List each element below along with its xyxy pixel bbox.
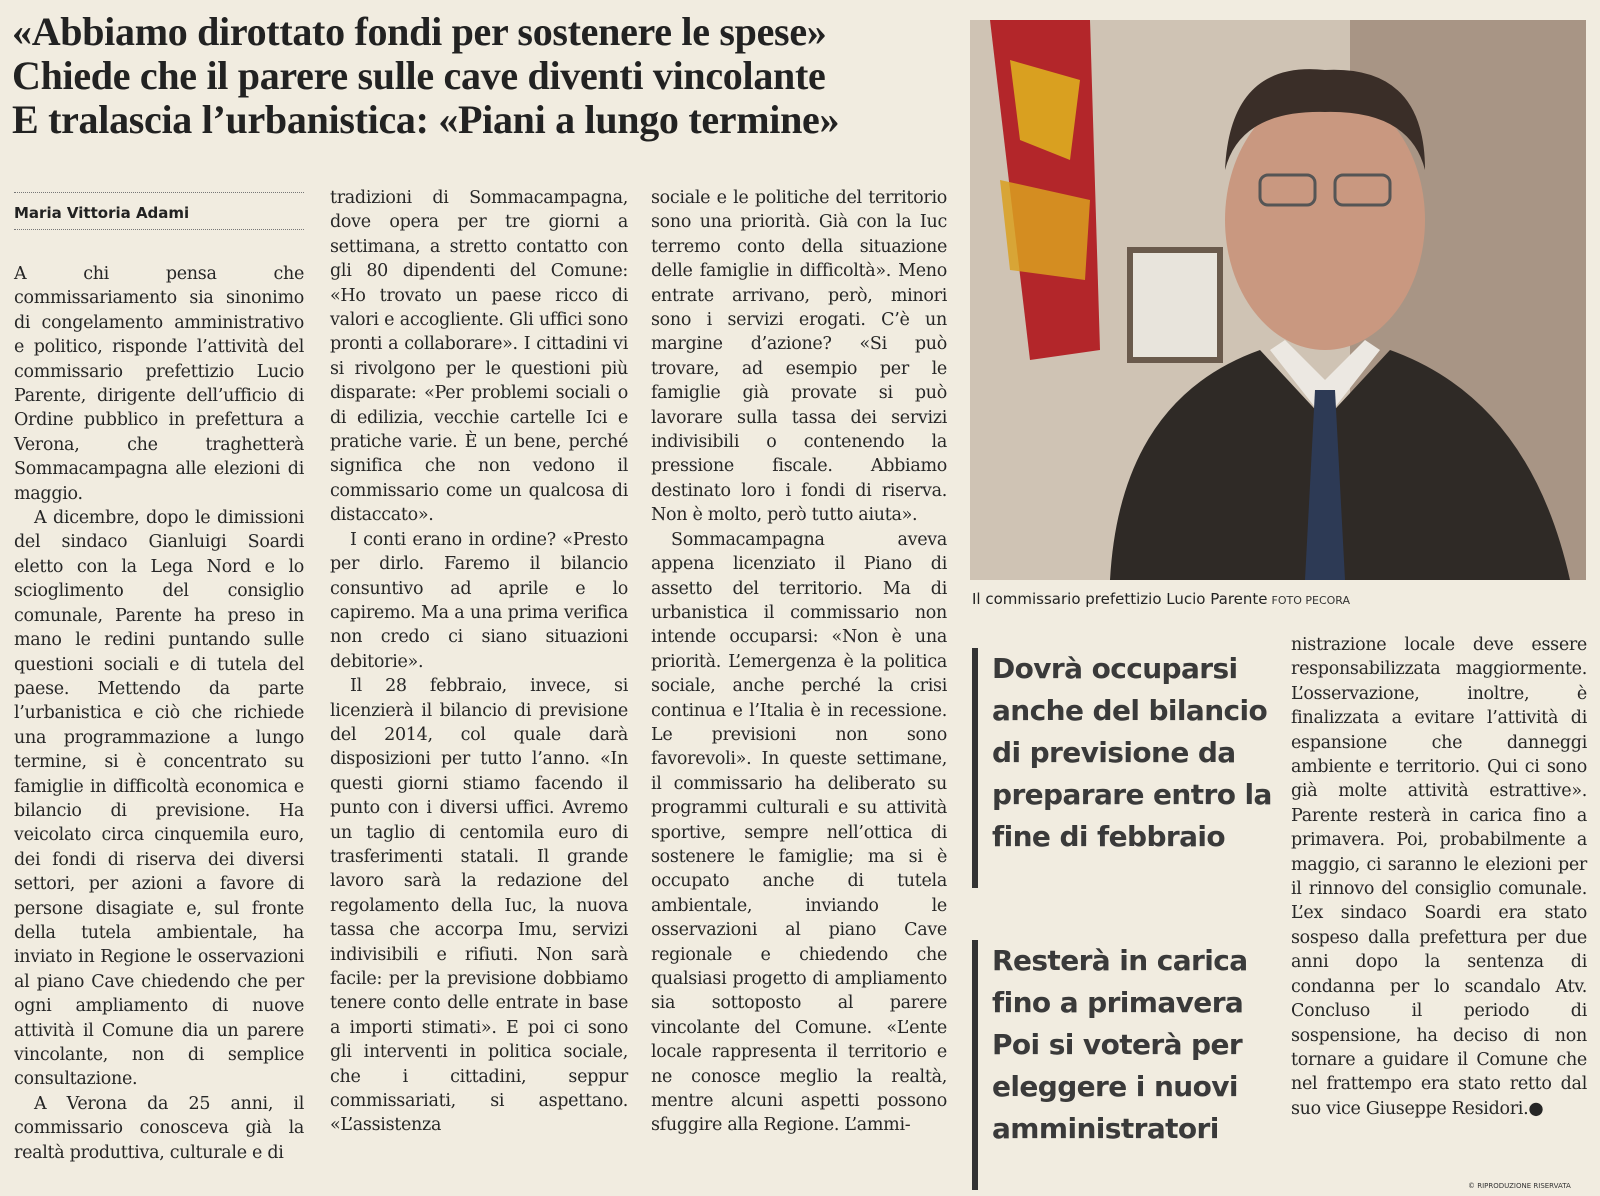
photo-caption-text: Il commissario prefettizio Lucio Parente [972, 590, 1268, 608]
article-column-4 [1291, 633, 1587, 1121]
paragraph: A dicembre, dopo le dimissioni del sindaco Gianluigi Soardi eletto con la Lega Nord e lo scioglimento del consiglio comunale, Parente ha preso in mano le redini puntando sulle questioni sociali e di tutela del paese. Mettendo da parte l’urbanistica e ciò che richiede una programmazione a lungo termine, si è concentrato su famiglie in difficoltà economica e bilancio di previsione. Ha veicolato circa cinquemila euro, dei fondi di riserva dei diversi settori, per azioni a favore di persone disagiate e, sul fronte della tutela ambientale, ha inviato in Regione le osservazioni al piano Cave chiedendo che per ogni ampliamento di nuove attività il Comune dia un parere vincolante, non di semplice consultazione. [14, 508, 304, 1090]
pull-quote-2: Resterà in carica fino a primavera Poi si voterà per eleggere i nuovi amministratori [972, 940, 1292, 1190]
paragraph: Sommacampagna aveva appena licenziato il Piano di assetto del territorio. Ma di urbanistica il commissario non intende occuparsi: «Non è una priorità. L’emergenza è la politica sociale, anche perché la crisi continua e l’Italia è in recessione. Le previsioni non sono favorevoli». In queste settimane, il commissario ha deliberato su programmi culturali e su attività sportive, sempre nell’ottica di sostenere le famiglie; ma si è occupato anche di tutela ambientale, inviando le osservazioni al piano Cave regionale e chiedendo che qualsiasi progetto di ampliamento sia sottoposto al parere vincolante del Comune. «L’ente locale rappresenta il territorio e ne conosce meglio la realtà, mentre alcuni aspetti possono sfuggire alla Regione. L’ammi- [651, 529, 947, 1136]
paragraph: A chi pensa che commissariamento sia sinonimo di congelamento amministrativo e politico, risponde l’attività del commissario prefettizio Lucio Parente, dirigente dell’ufficio di Ordine pubblico in prefettura a Verona, che traghetterà Sommacampagna alle elezioni di maggio. [14, 264, 304, 504]
paragraph: I conti erano in ordine? «Presto per dirlo. Faremo il bilancio consuntivo ad aprile e lo capiremo. Ma a una prima verifica non credo ci siano situazioni debitorie». [330, 529, 628, 672]
headline-block [12, 10, 952, 142]
article-column-1 [14, 262, 304, 1165]
article-column-2 [330, 186, 628, 1138]
portrait-photo [970, 20, 1586, 580]
paragraph: nistrazione locale deve essere responsabilizzata maggiormente. L’osservazione, inoltre, è finalizzata a evitare l’attività di espansione che danneggi ambiente e territorio. Qui ci sono già molte attività estrattive». Parente resterà in carica fino a primavera. Poi, probabilmente a maggio, ci saranno le elezioni per il rinnovo del consiglio comunale. L’ex sindaco Soardi era stato sospeso dalla prefettura per due anni dopo la sentenza di condanna per lo scandalo Atv. Concluso il periodo di sospensione, ha deciso di non tornare a guidare il Comune che nel frattempo era stato retto dal suo vice Giuseppe Residori.● [1291, 635, 1587, 1119]
headline-line-3: E tralascia l’urbanistica: «Piani a lungo termine» [12, 97, 840, 142]
portrait-illustration [970, 20, 1586, 580]
paragraph: Il 28 febbraio, invece, si licenzierà il bilancio di previsione del 2014, col quale darà disposizioni per tutto l’anno. «In questi giorni stiamo facendo il punto con i diversi uffici. Avremo un taglio di centomila euro di trasferimenti statali. Il grande lavoro sarà la redazione del regolamento della Iuc, la nuova tassa che accorpa Imu, servizi indivisibili e rifiuti. Non sarà facile: per la previsione dobbiamo tenere conto delle entrate in base a importi stimati». E poi ci sono gli interventi in politica sociale, che i cittadini, seppur commissariati, si aspettano. «L’assistenza [330, 676, 628, 1136]
byline-divider-bottom [14, 229, 304, 230]
headline-line-1: «Abbiamo dirottato fondi per sostenere le spese» [12, 9, 827, 54]
photo-caption [972, 590, 1588, 608]
paragraph: A Verona da 25 anni, il commissario conosceva già la realtà produttiva, culturale e di [14, 1093, 304, 1163]
copyright-notice: © RIPRODUZIONE RISERVATA [1468, 1182, 1571, 1190]
byline-divider-top [14, 192, 304, 193]
paragraph: tradizioni di Sommacampagna, dove opera per tre giorni a settimana, a stretto contatto con gli 80 dipendenti del Comune: «Ho trovato un paese ricco di valori e accogliente. Gli uffici sono pronti a collaborare». I cittadini vi si rivolgono per le questioni più disparate: «Per problemi sociali o di edilizia, vecchie cartelle Ici e pratiche varie. È un bene, perché significa che non vedono il commissario come un qualcosa di distaccato». [330, 188, 628, 526]
byline: Maria Vittoria Adami [14, 204, 190, 222]
paragraph: sociale e le politiche del territorio sono una priorità. Già con la Iuc terremo conto della situazione delle famiglie in difficoltà». Meno entrate arrivano, però, minori sono i servizi erogati. C’è un margine d’azione? «Si può trovare, ad esempio per le famiglie già provate si può lavorare sulla tassa dei servizi indivisibili o contenendo la pressione fiscale. Abbiamo destinato loro i fondi di riserva. Non è molto, però tutto aiuta». [651, 188, 947, 526]
pull-quote-1: Dovrà occuparsi anche del bilancio di previsione da preparare entro la fine di febbraio [972, 648, 1292, 888]
headline-line-2: Chiede che il parere sulle cave diventi vincolante [12, 53, 826, 98]
article-column-3 [651, 186, 947, 1138]
photo-credit: FOTO PECORA [1271, 594, 1351, 607]
